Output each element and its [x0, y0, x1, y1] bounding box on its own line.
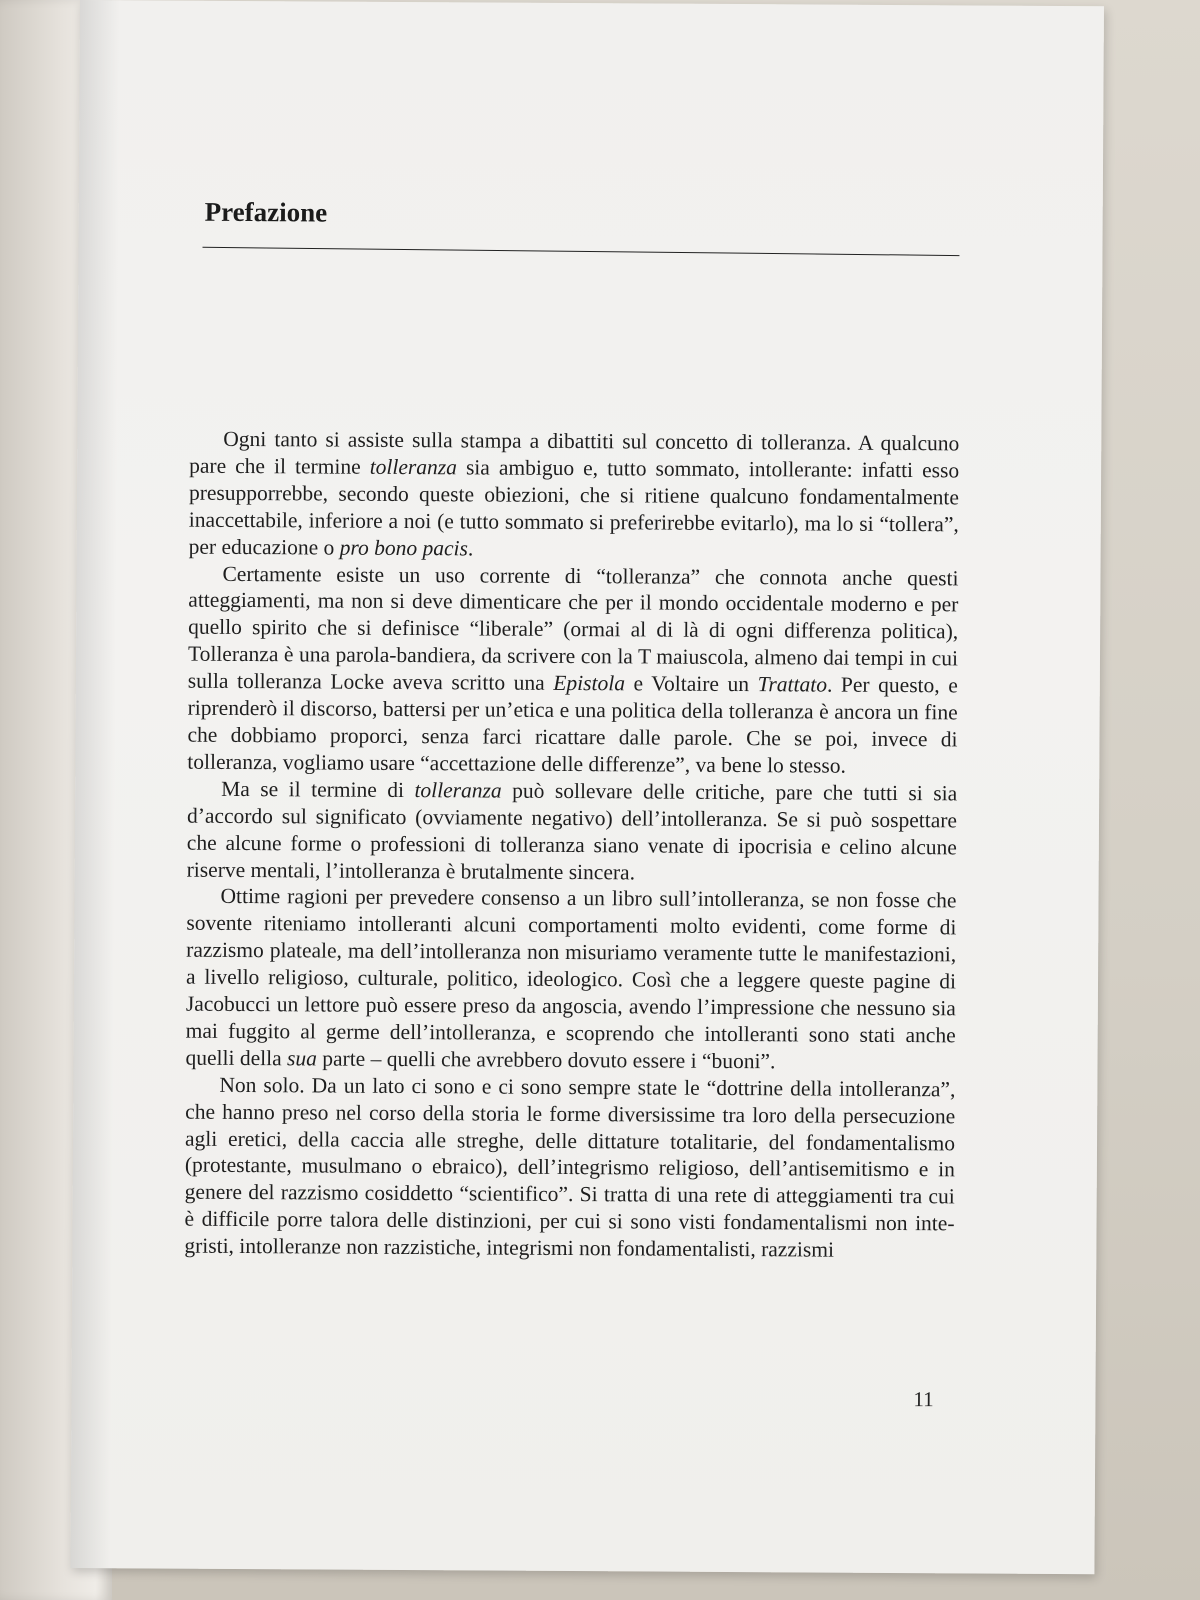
text-run: Certamente esiste un uso corrente di “tolleranza” che connota anche questi atteggiamenti, ma non si deve dimenticare che per il mondo occidentale moderno e per quello spirito che si definisce “liberale” (ormai al di là di ogni differenza politica), Tolleranza è una parola-bandiera, da scrivere con la T maiuscola, almeno dai tempi in cui sulla tolleranza Locke aveva scritto una [187, 561, 959, 696]
page-number: 11 [913, 1387, 934, 1412]
text-run: e Voltaire un [624, 671, 758, 697]
paragraph [185, 883, 956, 1076]
text-run: Ogni tanto si assiste sulla stampa a dibattiti sul concetto di tolleranza. A qualcuno pare che il termine [189, 426, 960, 479]
text-run: . [467, 536, 474, 561]
italic-text-run: Epistola [553, 671, 626, 696]
text-run: parte – quelli che avrebbero dovuto essere i “buoni”. [316, 1046, 776, 1074]
italic-text-run: tolleranza [369, 454, 458, 480]
gutter-shadow [70, 0, 120, 1568]
text-run: Non solo. Da un lato ci sono e ci sono sempre state le “dottrine della intolleranza”, che hanno preso nel corso della storia le forme diversissime tra loro della persecuzione agli eretici, della caccia alle streghe, delle dittature totalitarie, del fondamentalismo (protestante, musulmano o ebraico), dell’integrismo religioso, dell’antisemitismo e in genere del razzismo cosiddetto “scientifico”. Si tratta di una rete di atteggiamenti tra cui è difficile porre talora delle distinzioni, per cui si sono visti fondamentalismi non integristi, intolleranze non razzistiche, integrismi non fondamentalisti, razzismi [184, 1072, 956, 1262]
italic-text-run: tolleranza [414, 777, 502, 803]
paragraph [187, 560, 958, 780]
body-text [184, 426, 959, 1265]
text-run: Ma se il termine di [221, 776, 415, 802]
title-rule [202, 247, 959, 256]
italic-text-run: Trattato [757, 672, 828, 697]
paragraph [184, 1071, 955, 1264]
text-run: Ottime ragioni per prevedere consenso a un libro sull’intolleranza, se non fosse che sovente riteniamo intolleranti alcuni comportamenti molto evidenti, come forme di razzismo plateale, ma dell’intolleranza non misuriamo veramente tutte le manifestazioni, a livello religioso, culturale, politico, ideologico. Così che a leggere queste pagine di Jacobucci un lettore può essere preso da angoscia, avendo l’impressione che nessuno sia mai fuggito al germe dell’intolleranza, e scoprendo che intolleranti sono stati anche quelli della [185, 884, 957, 1071]
text-run: può sollevare delle critiche, pare che tutti si sia d’accordo sul significato (ovviamente negativo) dell’intolleranza. Se si può sospettare che alcune forme o professioni di tolleranza siano venate di ipocrisia e celino alcune riserve mentali, l’intolleranza è brutalmente sincera. [186, 778, 958, 884]
italic-text-run: sua [286, 1046, 317, 1071]
text-run: sia ambiguo e, tutto sommato, intollerante: infatti esso presupporrebbe, secondo queste obiezioni, che si ritiene qualcuno fondamentalmente inaccettabile, inferiore a noi (e tutto sommato si preferirebbe evitarlo), ma lo si “tollera”, per educazione o [188, 455, 960, 560]
text-run: . Per questo, e riprenderò il discorso, battersi per un’etica e una politica della tolleranza è ancora un fine che dobbiamo proporci, senza farci ricattare dalle parole. Che se poi, invece di tolleranza, vogliamo usare “accettazione delle differenze”, va bene lo stesso. [187, 672, 958, 778]
paragraph [189, 426, 960, 565]
italic-text-run: pro bono pacis [339, 535, 468, 561]
book-page [70, 0, 1104, 1574]
paragraph [187, 775, 958, 887]
page-title: Prefazione [204, 196, 328, 228]
